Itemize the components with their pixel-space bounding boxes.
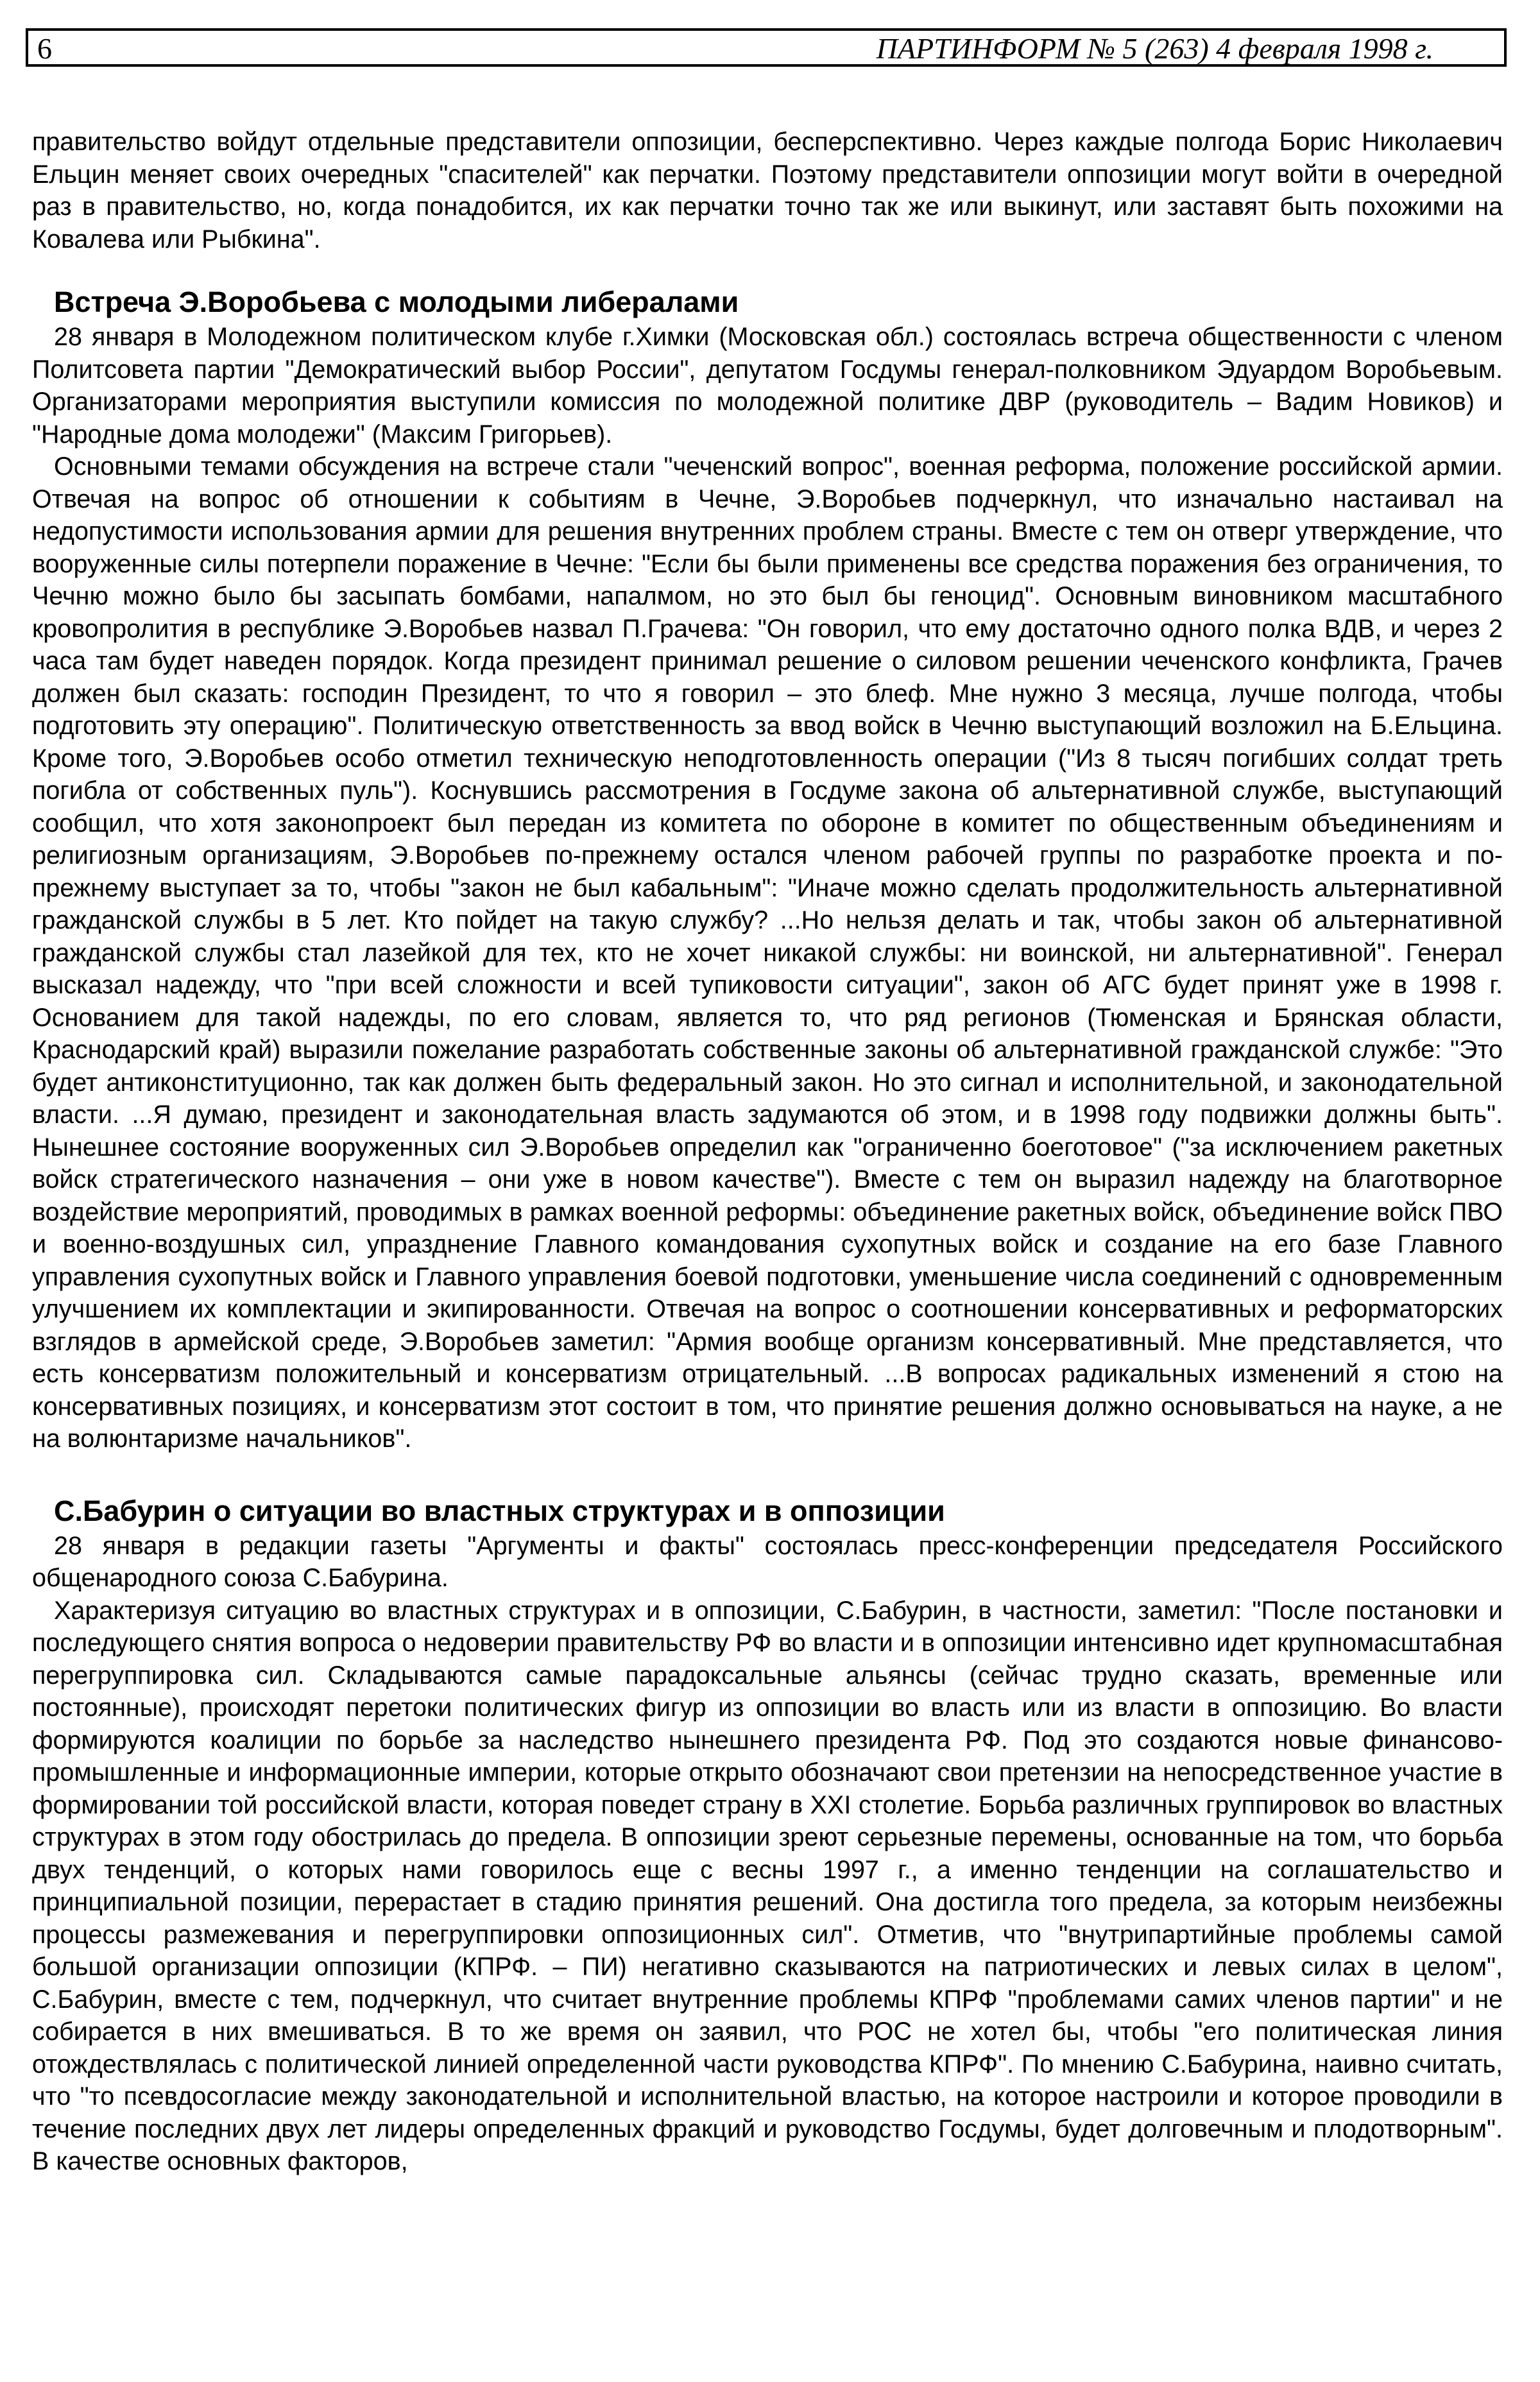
article-title: Встреча Э.Воробьева с молодыми либералами	[54, 286, 739, 318]
article-paragraph: 28 января в редакции газеты "Аргументы и факты" состоялась пресс-конференции председателя Российского общенародного союза С.Бабурина.	[32, 1531, 1503, 1592]
lead-paragraph: правительство войдут отдельные представители оппозиции, бесперспективно. Через каждые полгода Борис Николаевич Ельцин меняет своих очередных "спасителей" как перчатки. Поэтому представители оппозиции могут войти в очередной раз в правительство, но, когда понадобится, их как перчатки точно так же или выкинут, или заставят быть похожими на Ковалева или Рыбкина".	[32, 128, 1503, 253]
page-header	[26, 28, 1507, 67]
article-paragraph: 28 января в Молодежном политическом клубе г.Химки (Московская обл.) состоялась встреча общественности с членом Политсовета партии "Демократический выбор России", депутатом Госдумы генерал-полковником Эдуардом Воробьевым. Организаторами мероприятия выступили комиссия по молодежной политике ДВР (руководитель – Вадим Новиков) и "Народные дома молодежи" (Максим Григорьев).	[32, 323, 1503, 449]
article-title: С.Бабурин о ситуации во властных структурах и в оппозиции	[54, 1494, 945, 1527]
article-paragraph: Характеризуя ситуацию во властных структурах и в оппозиции, С.Бабурин, в частности, заметил: "После постановки и последующего снятия вопроса о недоверии правительству РФ во власти и в оппозиции интенсивно идет крупномасштабная перегруппировка сил. Складываются самые парадоксальные альянсы (сейчас трудно сказать, временные или постоянные), происходят перетоки политических фигур из оппозиции во власть или из власти в оппозицию. Во власти формируются коалиции по борьбе за наследство нынешнего президента РФ. Под это создаются новые финансово-промышленные и информационные империи, которые открыто обозначают свои претензии на непосредственное участие в формировании той российской власти, которая поведет страну в XXI столетие. Борьба различных группировок во властных структурах в этом году обострилась до предела. В оппозиции зреют серьезные перемены, основанные на том, что борьба двух тенденций, о которых нами говорилось еще с весны 1997 г., а именно тенденции на соглашательство и принципиальной позиции, перерастает в стадию принятия решений. Она достигла того предела, за которым неизбежны процессы размежевания и перегруппировки оппозиционных сил". Отметив, что "внутрипартийные проблемы самой большой организации оппозиции (КПРФ. – ПИ) негативно сказываются на патриотических и левых силах в целом", С.Бабурин, вместе с тем, подчеркнул, что считает внутренние проблемы КПРФ "проблемами самих членов партии" и не собирается в них вмешиваться. В то же время он заявил, что РОС не хотел бы, чтобы "его политическая линия отождествлялась с политической линией определенной части руководства КПРФ". По мнению С.Бабурина, наивно считать, что "то псевдосогласие между законодательной и исполнительной властью, на которое настроили и которое проводили в течение последних двух лет лидеры определенных фракций и руководство Госдумы, будет долговечным и плодотворным". В качестве основных факторов,	[32, 1596, 1503, 2175]
issue-line: ПАРТИНФОРМ № 5 (263) 4 февраля 1998 г.	[876, 32, 1433, 65]
article-vorobyev	[32, 284, 1503, 1455]
article-paragraph: Основными темами обсуждения на встрече стали "чеченский вопрос", военная реформа, положение российской армии. Отвечая на вопрос об отношении к событиям в Чечне, Э.Воробьев подчеркнул, что изначально настаивал на недопустимости использования армии для решения внутренних проблем страны. Вместе с тем он отверг утверждение, что вооруженные силы потерпели поражение в Чечне: "Если бы были применены все средства поражения без ограничения, то Чечню можно было бы засыпать бомбами, напалмом, но это был бы геноцид". Основным виновником масштабного кровопролития в республике Э.Воробьев назвал П.Грачева: "Он говорил, что ему достаточно одного полка ВДВ, и через 2 часа там будет наведен порядок. Когда президент принимал решение о силовом решении чеченского конфликта, Грачев должен был сказать: господин Президент, то что я говорил – это блеф. Мне нужно 3 месяца, лучше полгода, чтобы подготовить эту операцию". Политическую ответственность за ввод войск в Чечню выступающий возложил на Б.Ельцина. Кроме того, Э.Воробьев особо отметил техническую неподготовленность операции ("Из 8 тысяч погибших солдат треть погибла от собственных пуль"). Коснувшись рассмотрения в Госдуме закона об альтернативной службе, выступающий сообщил, что хотя законопроект был передан из комитета по обороне в комитет по общественным объединениям и религиозным организациям, Э.Воробьев по-прежнему остался членом рабочей группы по разработке проекта и по-прежнему выступает за то, чтобы "закон не был кабальным": "Иначе можно сделать продолжительность альтернативной гражданской службы в 5 лет. Кто пойдет на такую службу? ...Но нельзя делать и так, чтобы закон об альтернативной гражданской службы стал лазейкой для тех, кто не хочет никакой службы: ни воинской, ни альтернативной". Генерал высказал надежду, что "при всей сложности и всей тупиковости ситуации", закон об АГС будет принят уже в 1998 г. Основанием для такой надежды, по его словам, является то, что ряд регионов (Тюменская и Брянская области, Краснодарский край) выразили пожелание разработать собственные законы об альтернативной гражданской службе: "Это будет антиконституционно, так как должен быть федеральный закон. Но это сигнал и исполнительной, и законодательной власти. ...Я думаю, президент и законодательная власть задумаются об этом, и в 1998 году подвижки должны быть". Нынешнее состояние вооруженных сил Э.Воробьев определил как "ограниченно боеготовое" ("за исключением ракетных войск стратегического назначения – они уже в новом качестве"). Вместе с тем он выразил надежду на благотворное воздействие мероприятий, проводимых в рамках военной реформы: объединение ракетных войск, объединение войск ПВО и военно-воздушных сил, упразднение Главного командования сухопутных войск и создание на его базе Главного управления сухопутных войск и Главного управления боевой подготовки, уменьшение числа соединений с одновременным улучшением их комплектации и экипированности. Отвечая на вопрос о соотношении консервативных и реформаторских взглядов в армейской среде, Э.Воробьев заметил: "Армия вообще организм консервативный. Мне представляется, что есть консерватизм положительный и консерватизм отрицательный. ...В вопросах радикальных изменений я стою на консервативных позициях, и консерватизм этот состоит в том, что принятие решения должно основываться на науке, а не на волюнтаризме начальников".	[32, 452, 1503, 1453]
spacer	[32, 255, 1503, 284]
spacer	[32, 1455, 1503, 1493]
page-number: 6	[37, 32, 52, 65]
article-baburin	[32, 1493, 1503, 2178]
article-body	[32, 126, 1503, 2178]
